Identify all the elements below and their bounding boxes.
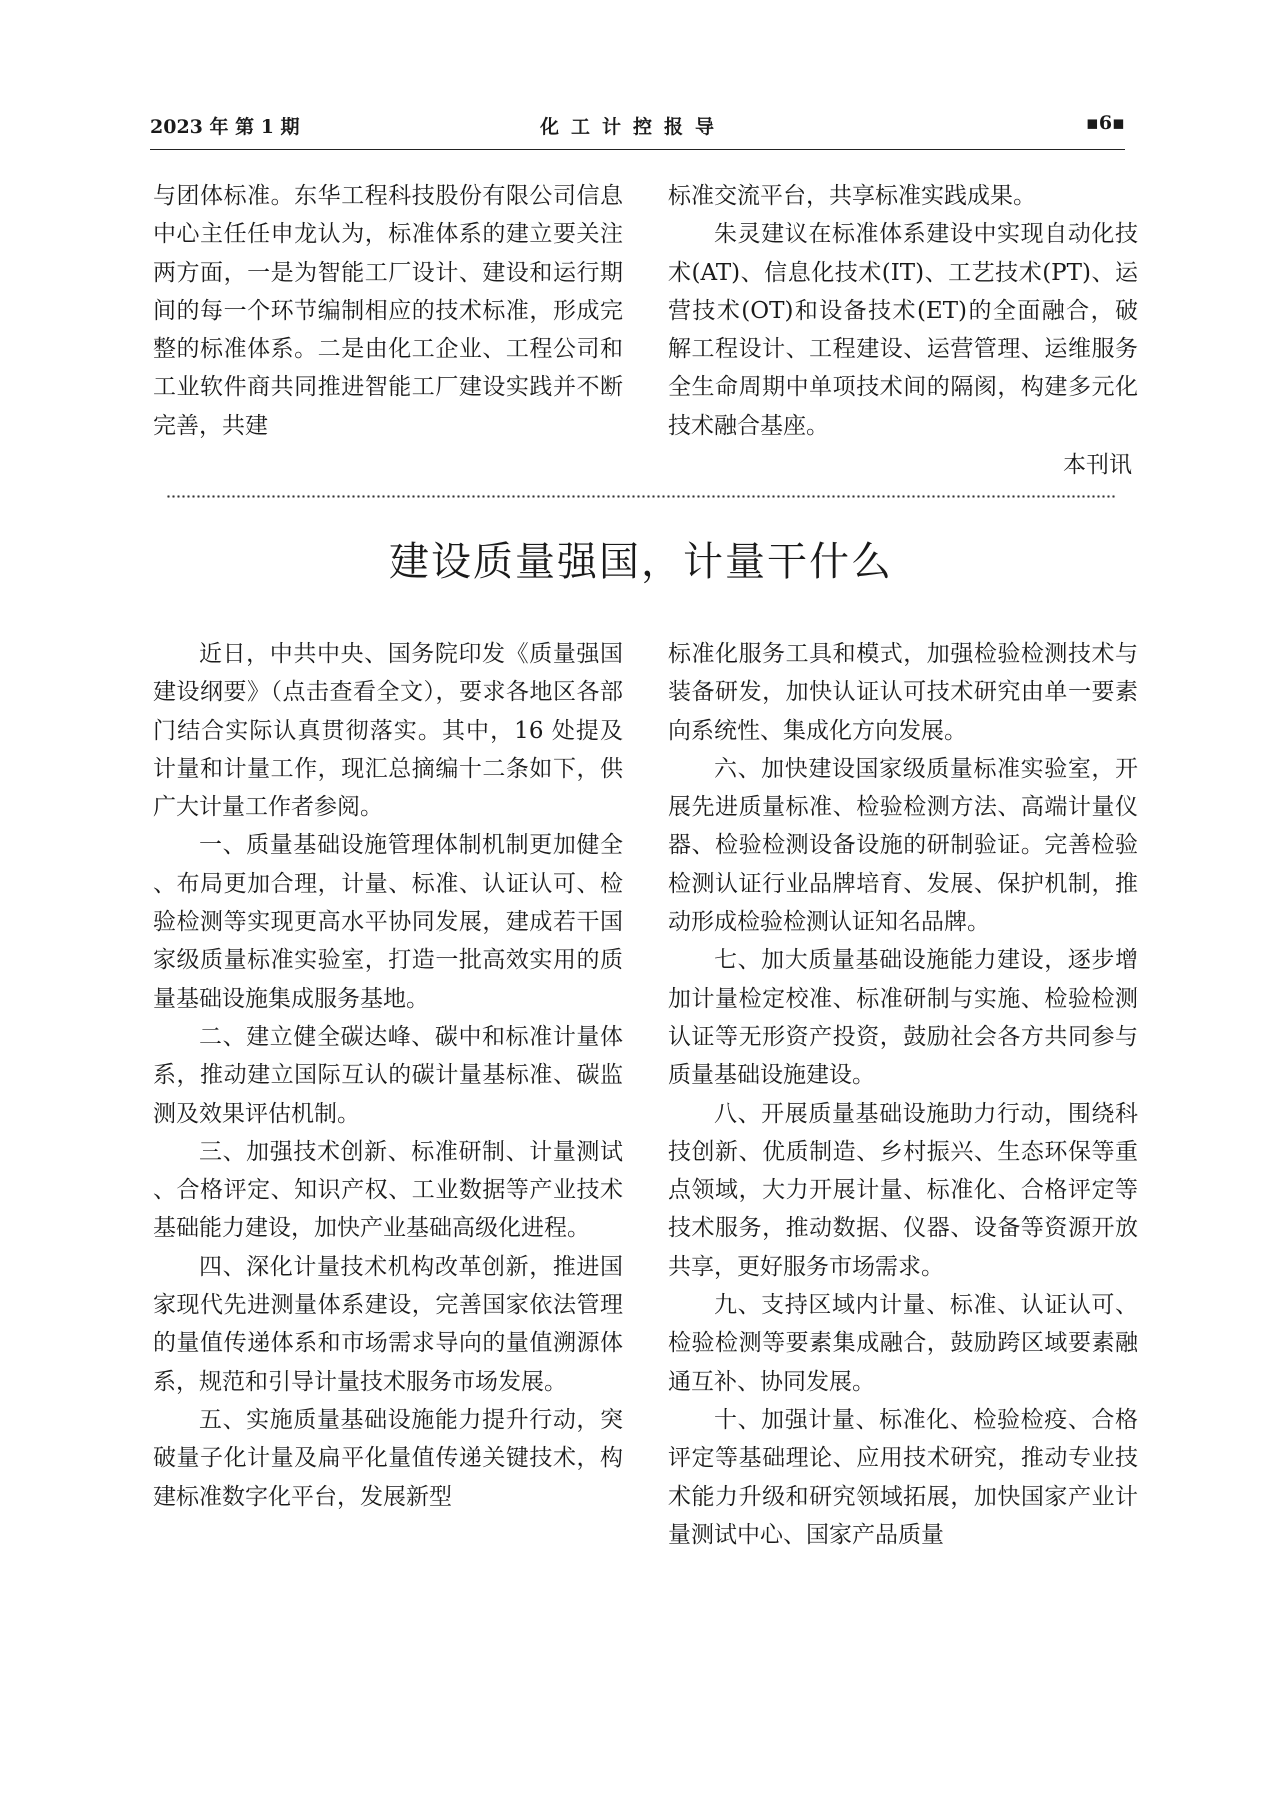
journal-name: 化工计控报导	[540, 116, 727, 138]
article-title: 建设质量强国，计量干什么	[389, 539, 893, 585]
issue-number: 2023 年 第 1 期	[150, 116, 300, 138]
paragraph: 近日，中共中央、国务院印发《质量强国建设纲要》（点击查看全文），要求各地区各部门结合实际认真贯彻落实。其中，16 处提及计量和计量工作，现汇总摘编十二条如下，供广大计量工作者参阅。	[153, 641, 623, 821]
paragraph: 四、深化计量技术机构改革创新，推进国家现代先进测量体系建设，完善国家依法管理的量值传递体系和市场需求导向的量值溯源体系，规范和引导计量技术服务市场发展。	[153, 1253, 623, 1395]
header-rule	[150, 149, 1125, 150]
dotted-separator	[166, 495, 1116, 498]
article1-column-right	[668, 177, 1138, 445]
paragraph: 三、加强技术创新、标准研制、计量测试、合格评定、知识产权、工业数据等产业技术基础能力建设，加快产业基础高级化进程。	[153, 1138, 623, 1242]
article1-column-left	[153, 177, 623, 445]
article2-column-left	[153, 635, 623, 1516]
paragraph: 朱灵建议在标准体系建设中实现自动化技术(AT)、信息化技术(IT)、工艺技术(PT)、运营技术(OT)和设备技术(ET)的全面融合，破解工程设计、工程建设、运营管理、运维服务全生命周期中单项技术间的隔阂，构建多元化技术融合基座。	[668, 221, 1138, 439]
article-signature: 本刊讯	[1063, 452, 1132, 478]
page-header	[150, 108, 1125, 148]
paragraph: 八、开展质量基础设施助力行动，围绕科技创新、优质制造、乡村振兴、生态环保等重点领域，大力开展计量、标准化、合格评定等技术服务，推动数据、仪器、设备等资源开放共享，更好服务市场需求。	[668, 1100, 1138, 1280]
paragraph: 标准交流平台，共享标准实践成果。	[668, 183, 1036, 209]
paragraph: 与团体标准。东华工程科技股份有限公司信息中心主任任申龙认为，标准体系的建立要关注两方面，一是为智能工厂设计、建设和运行期间的每一个环节编制相应的技术标准，形成完整的标准体系。二是由化工企业、工程公司和工业软件商共同推进智能工厂建设实践并不断完善，共建	[153, 183, 623, 439]
paragraph: 七、加大质量基础设施能力建设，逐步增加计量检定校准、标准研制与实施、检验检测认证等无形资产投资，鼓励社会各方共同参与质量基础设施建设。	[668, 947, 1138, 1089]
paragraph: 五、实施质量基础设施能力提升行动，突破量子化计量及扁平化量值传递关键技术，构建标准数字化平台，发展新型	[153, 1406, 623, 1510]
paragraph: 二、建立健全碳达峰、碳中和标准计量体系，推动建立国际互认的碳计量基标准、碳监测及效果评估机制。	[153, 1023, 623, 1127]
page-number: ▪6▪	[1086, 112, 1125, 134]
paragraph: 六、加快建设国家级质量标准实验室，开展先进质量标准、检验检测方法、高端计量仪器、检验检测设备设施的研制验证。完善检验检测认证行业品牌培育、发展、保护机制，推动形成检验检测认证知名品牌。	[668, 755, 1138, 936]
paragraph: 一、质量基础设施管理体制机制更加健全、布局更加合理，计量、标准、认证认可、检验检测等实现更高水平协同发展，建成若干国家级质量标准实验室，打造一批高效实用的质量基础设施集成服务基地。	[153, 832, 623, 1012]
paragraph: 十、加强计量、标准化、检验检疫、合格评定等基础理论、应用技术研究，推动专业技术能力升级和研究领域拓展，加快国家产业计量测试中心、国家产品质量	[668, 1406, 1138, 1548]
paragraph: 标准化服务工具和模式，加强检验检测技术与装备研发，加快认证认可技术研究由单一要素向系统性、集成化方向发展。	[668, 641, 1138, 744]
paragraph: 九、支持区域内计量、标准、认证认可、检验检测等要素集成融合，鼓励跨区域要素融通互补、协同发展。	[668, 1292, 1138, 1395]
article2-column-right	[668, 635, 1138, 1554]
